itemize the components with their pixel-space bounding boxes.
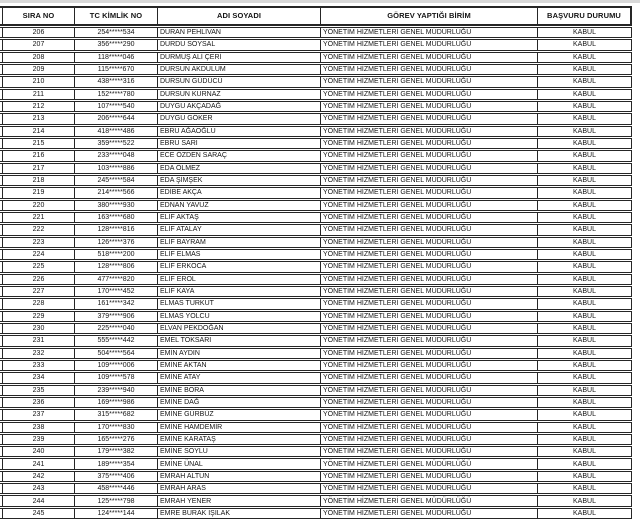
table-row bbox=[0, 113, 632, 124]
cell-basvuru-durumu: KABUL bbox=[538, 385, 632, 396]
cell-adi-soyadi: EMİNE AKTAN bbox=[158, 360, 321, 371]
cell-basvuru-durumu: KABUL bbox=[538, 27, 632, 38]
cell-sira-no: 235 bbox=[3, 385, 75, 396]
cell-basvuru-durumu: KABUL bbox=[538, 261, 632, 272]
cell-sira-no: 211 bbox=[3, 89, 75, 100]
cell-gorev-yaptigi-birim: YÖNETİM HİZMETLERİ GENEL MÜDÜRLÜĞÜ bbox=[321, 422, 538, 433]
cell-tc-kimlik-no: 170*****830 bbox=[75, 422, 158, 433]
table-row bbox=[0, 385, 632, 396]
cell-adi-soyadi: EDNAN YAVUZ bbox=[158, 200, 321, 211]
header-tc-kimlik-no: TC KİMLİK NO bbox=[75, 6, 158, 26]
cell-tc-kimlik-no: 103*****886 bbox=[75, 163, 158, 174]
cell-sira-no: 220 bbox=[3, 200, 75, 211]
cell-gorev-yaptigi-birim: YÖNETİM HİZMETLERİ GENEL MÜDÜRLÜĞÜ bbox=[321, 298, 538, 309]
cell-gorev-yaptigi-birim: YÖNETİM HİZMETLERİ GENEL MÜDÜRLÜĞÜ bbox=[321, 348, 538, 359]
table-row bbox=[0, 348, 632, 359]
table-row bbox=[0, 76, 632, 87]
cell-sira-no: 226 bbox=[3, 274, 75, 285]
cell-gorev-yaptigi-birim: YÖNETİM HİZMETLERİ GENEL MÜDÜRLÜĞÜ bbox=[321, 212, 538, 223]
cell-tc-kimlik-no: 418*****486 bbox=[75, 126, 158, 137]
cell-adi-soyadi: ELMAS TURKUT bbox=[158, 298, 321, 309]
table-row bbox=[0, 397, 632, 408]
cell-sira-no: 237 bbox=[3, 409, 75, 420]
cell-gorev-yaptigi-birim: YÖNETİM HİZMETLERİ GENEL MÜDÜRLÜĞÜ bbox=[321, 360, 538, 371]
cell-tc-kimlik-no: 518*****200 bbox=[75, 249, 158, 260]
cell-basvuru-durumu: KABUL bbox=[538, 458, 632, 469]
table-row bbox=[0, 422, 632, 433]
cell-gorev-yaptigi-birim: YÖNETİM HİZMETLERİ GENEL MÜDÜRLÜĞÜ bbox=[321, 397, 538, 408]
cell-adi-soyadi: ELMAS YOLCU bbox=[158, 311, 321, 322]
cell-gorev-yaptigi-birim: YÖNETİM HİZMETLERİ GENEL MÜDÜRLÜĞÜ bbox=[321, 335, 538, 346]
cell-adi-soyadi: EMİNE KARATAŞ bbox=[158, 434, 321, 445]
table-row bbox=[0, 64, 632, 75]
table-row bbox=[0, 311, 632, 322]
cell-tc-kimlik-no: 109*****006 bbox=[75, 360, 158, 371]
cell-gorev-yaptigi-birim: YÖNETİM HİZMETLERİ GENEL MÜDÜRLÜĞÜ bbox=[321, 175, 538, 186]
cell-basvuru-durumu: KABUL bbox=[538, 163, 632, 174]
cell-sira-no: 218 bbox=[3, 175, 75, 186]
cell-basvuru-durumu: KABUL bbox=[538, 471, 632, 482]
table-row bbox=[0, 249, 632, 260]
cell-tc-kimlik-no: 118*****046 bbox=[75, 52, 158, 63]
table-row bbox=[0, 163, 632, 174]
cell-tc-kimlik-no: 109*****578 bbox=[75, 372, 158, 383]
cell-sira-no: 228 bbox=[3, 298, 75, 309]
cell-sira-no: 212 bbox=[3, 101, 75, 112]
cell-basvuru-durumu: KABUL bbox=[538, 409, 632, 420]
table-row bbox=[0, 52, 632, 63]
cell-gorev-yaptigi-birim: YÖNETİM HİZMETLERİ GENEL MÜDÜRLÜĞÜ bbox=[321, 113, 538, 124]
cell-basvuru-durumu: KABUL bbox=[538, 495, 632, 506]
cell-tc-kimlik-no: 239*****940 bbox=[75, 385, 158, 396]
cell-sira-no: 244 bbox=[3, 495, 75, 506]
cell-tc-kimlik-no: 125*****798 bbox=[75, 495, 158, 506]
cell-tc-kimlik-no: 170*****452 bbox=[75, 286, 158, 297]
cell-tc-kimlik-no: 152*****780 bbox=[75, 89, 158, 100]
cell-tc-kimlik-no: 225*****040 bbox=[75, 323, 158, 334]
cell-adi-soyadi: DURMUŞ ALİ ÇERİ bbox=[158, 52, 321, 63]
cell-sira-no: 240 bbox=[3, 446, 75, 457]
cell-adi-soyadi: ELİF EROL bbox=[158, 274, 321, 285]
cell-tc-kimlik-no: 380*****930 bbox=[75, 200, 158, 211]
cell-gorev-yaptigi-birim: YÖNETİM HİZMETLERİ GENEL MÜDÜRLÜĞÜ bbox=[321, 471, 538, 482]
cell-sira-no: 242 bbox=[3, 471, 75, 482]
table-header-row bbox=[0, 6, 632, 26]
table-row bbox=[0, 483, 632, 494]
cell-basvuru-durumu: KABUL bbox=[538, 212, 632, 223]
cell-basvuru-durumu: KABUL bbox=[538, 175, 632, 186]
table-row bbox=[0, 409, 632, 420]
cell-gorev-yaptigi-birim: YÖNETİM HİZMETLERİ GENEL MÜDÜRLÜĞÜ bbox=[321, 224, 538, 235]
cell-adi-soyadi: EMİNE GÜRBÜZ bbox=[158, 409, 321, 420]
cell-adi-soyadi: EBRU AĞAOĞLU bbox=[158, 126, 321, 137]
cell-basvuru-durumu: KABUL bbox=[538, 39, 632, 50]
cell-adi-soyadi: EMİN AYDIN bbox=[158, 348, 321, 359]
header-adi-soyadi: ADI SOYADI bbox=[158, 6, 321, 26]
cell-basvuru-durumu: KABUL bbox=[538, 89, 632, 100]
cell-sira-no: 209 bbox=[3, 64, 75, 75]
cell-tc-kimlik-no: 233*****048 bbox=[75, 150, 158, 161]
cell-sira-no: 238 bbox=[3, 422, 75, 433]
cell-adi-soyadi: DURSUN KURNAZ bbox=[158, 89, 321, 100]
cell-adi-soyadi: DURSUN GÜDÜCÜ bbox=[158, 76, 321, 87]
cell-adi-soyadi: EMİNE ÜNAL bbox=[158, 458, 321, 469]
cell-basvuru-durumu: KABUL bbox=[538, 372, 632, 383]
cell-basvuru-durumu: KABUL bbox=[538, 150, 632, 161]
table-row bbox=[0, 237, 632, 248]
table-row bbox=[0, 200, 632, 211]
table-row bbox=[0, 126, 632, 137]
cell-basvuru-durumu: KABUL bbox=[538, 113, 632, 124]
cell-gorev-yaptigi-birim: YÖNETİM HİZMETLERİ GENEL MÜDÜRLÜĞÜ bbox=[321, 458, 538, 469]
cell-gorev-yaptigi-birim: YÖNETİM HİZMETLERİ GENEL MÜDÜRLÜĞÜ bbox=[321, 249, 538, 260]
cell-basvuru-durumu: KABUL bbox=[538, 360, 632, 371]
cell-gorev-yaptigi-birim: YÖNETİM HİZMETLERİ GENEL MÜDÜRLÜĞÜ bbox=[321, 372, 538, 383]
cell-basvuru-durumu: KABUL bbox=[538, 508, 632, 519]
cell-tc-kimlik-no: 555*****442 bbox=[75, 335, 158, 346]
cell-adi-soyadi: EMİNE BORA bbox=[158, 385, 321, 396]
cell-adi-soyadi: ELİF BAYRAM bbox=[158, 237, 321, 248]
cell-gorev-yaptigi-birim: YÖNETİM HİZMETLERİ GENEL MÜDÜRLÜĞÜ bbox=[321, 495, 538, 506]
cell-basvuru-durumu: KABUL bbox=[538, 323, 632, 334]
cell-adi-soyadi: DUYGU AKÇADAĞ bbox=[158, 101, 321, 112]
cell-tc-kimlik-no: 379*****906 bbox=[75, 311, 158, 322]
cell-gorev-yaptigi-birim: YÖNETİM HİZMETLERİ GENEL MÜDÜRLÜĞÜ bbox=[321, 126, 538, 137]
cell-sira-no: 224 bbox=[3, 249, 75, 260]
cell-adi-soyadi: EBRU SARI bbox=[158, 138, 321, 149]
cell-basvuru-durumu: KABUL bbox=[538, 348, 632, 359]
cell-sira-no: 219 bbox=[3, 187, 75, 198]
cell-sira-no: 217 bbox=[3, 163, 75, 174]
table-row bbox=[0, 39, 632, 50]
cell-sira-no: 230 bbox=[3, 323, 75, 334]
cell-sira-no: 233 bbox=[3, 360, 75, 371]
cell-adi-soyadi: ELİF ERKOCA bbox=[158, 261, 321, 272]
cell-adi-soyadi: EMİNE ATAY bbox=[158, 372, 321, 383]
cell-basvuru-durumu: KABUL bbox=[538, 224, 632, 235]
cell-sira-no: 241 bbox=[3, 458, 75, 469]
header-sira-no: SIRA NO bbox=[3, 6, 75, 26]
cell-gorev-yaptigi-birim: YÖNETİM HİZMETLERİ GENEL MÜDÜRLÜĞÜ bbox=[321, 76, 538, 87]
table-row bbox=[0, 101, 632, 112]
cell-gorev-yaptigi-birim: YÖNETİM HİZMETLERİ GENEL MÜDÜRLÜĞÜ bbox=[321, 64, 538, 75]
table-row bbox=[0, 372, 632, 383]
cell-basvuru-durumu: KABUL bbox=[538, 286, 632, 297]
cell-gorev-yaptigi-birim: YÖNETİM HİZMETLERİ GENEL MÜDÜRLÜĞÜ bbox=[321, 274, 538, 285]
cell-gorev-yaptigi-birim: YÖNETİM HİZMETLERİ GENEL MÜDÜRLÜĞÜ bbox=[321, 261, 538, 272]
cell-tc-kimlik-no: 124*****144 bbox=[75, 508, 158, 519]
cell-tc-kimlik-no: 169*****986 bbox=[75, 397, 158, 408]
cell-sira-no: 206 bbox=[3, 27, 75, 38]
table-row bbox=[0, 224, 632, 235]
cell-gorev-yaptigi-birim: YÖNETİM HİZMETLERİ GENEL MÜDÜRLÜĞÜ bbox=[321, 409, 538, 420]
table-row bbox=[0, 446, 632, 457]
cell-sira-no: 236 bbox=[3, 397, 75, 408]
cell-tc-kimlik-no: 458*****446 bbox=[75, 483, 158, 494]
cell-basvuru-durumu: KABUL bbox=[538, 200, 632, 211]
cell-tc-kimlik-no: 504*****564 bbox=[75, 348, 158, 359]
cell-gorev-yaptigi-birim: YÖNETİM HİZMETLERİ GENEL MÜDÜRLÜĞÜ bbox=[321, 286, 538, 297]
cell-adi-soyadi: EDA ÖLMEZ bbox=[158, 163, 321, 174]
cell-sira-no: 223 bbox=[3, 237, 75, 248]
cell-basvuru-durumu: KABUL bbox=[538, 422, 632, 433]
cell-tc-kimlik-no: 165*****276 bbox=[75, 434, 158, 445]
cell-tc-kimlik-no: 438*****316 bbox=[75, 76, 158, 87]
cell-gorev-yaptigi-birim: YÖNETİM HİZMETLERİ GENEL MÜDÜRLÜĞÜ bbox=[321, 200, 538, 211]
cell-tc-kimlik-no: 189*****354 bbox=[75, 458, 158, 469]
table-row bbox=[0, 335, 632, 346]
cell-basvuru-durumu: KABUL bbox=[538, 138, 632, 149]
cell-basvuru-durumu: KABUL bbox=[538, 76, 632, 87]
cell-sira-no: 210 bbox=[3, 76, 75, 87]
cell-adi-soyadi: EMRAH ARAS bbox=[158, 483, 321, 494]
table-row bbox=[0, 89, 632, 100]
cell-adi-soyadi: DURSUN AKDULUM bbox=[158, 64, 321, 75]
cell-tc-kimlik-no: 315*****682 bbox=[75, 409, 158, 420]
cell-basvuru-durumu: KABUL bbox=[538, 483, 632, 494]
cell-tc-kimlik-no: 161*****342 bbox=[75, 298, 158, 309]
cell-basvuru-durumu: KABUL bbox=[538, 101, 632, 112]
cell-adi-soyadi: EDA ŞİMŞEK bbox=[158, 175, 321, 186]
cell-sira-no: 216 bbox=[3, 150, 75, 161]
cell-sira-no: 231 bbox=[3, 335, 75, 346]
cell-basvuru-durumu: KABUL bbox=[538, 274, 632, 285]
cell-basvuru-durumu: KABUL bbox=[538, 249, 632, 260]
cell-gorev-yaptigi-birim: YÖNETİM HİZMETLERİ GENEL MÜDÜRLÜĞÜ bbox=[321, 39, 538, 50]
cell-basvuru-durumu: KABUL bbox=[538, 434, 632, 445]
cell-sira-no: 245 bbox=[3, 508, 75, 519]
cell-gorev-yaptigi-birim: YÖNETİM HİZMETLERİ GENEL MÜDÜRLÜĞÜ bbox=[321, 237, 538, 248]
cell-gorev-yaptigi-birim: YÖNETİM HİZMETLERİ GENEL MÜDÜRLÜĞÜ bbox=[321, 385, 538, 396]
cell-sira-no: 239 bbox=[3, 434, 75, 445]
table-row bbox=[0, 471, 632, 482]
cell-adi-soyadi: EMEL TOKSARI bbox=[158, 335, 321, 346]
table-row bbox=[0, 27, 632, 38]
cell-tc-kimlik-no: 163*****680 bbox=[75, 212, 158, 223]
cell-adi-soyadi: EMRAH ALTUN bbox=[158, 471, 321, 482]
cell-gorev-yaptigi-birim: YÖNETİM HİZMETLERİ GENEL MÜDÜRLÜĞÜ bbox=[321, 323, 538, 334]
cell-basvuru-durumu: KABUL bbox=[538, 64, 632, 75]
top-gray-band bbox=[0, 0, 640, 3]
cell-sira-no: 214 bbox=[3, 126, 75, 137]
cell-adi-soyadi: EDİBE AKÇA bbox=[158, 187, 321, 198]
cell-gorev-yaptigi-birim: YÖNETİM HİZMETLERİ GENEL MÜDÜRLÜĞÜ bbox=[321, 434, 538, 445]
cell-sira-no: 232 bbox=[3, 348, 75, 359]
table-row bbox=[0, 458, 632, 469]
cell-adi-soyadi: EMRAH YENER bbox=[158, 495, 321, 506]
cell-basvuru-durumu: KABUL bbox=[538, 237, 632, 248]
cell-tc-kimlik-no: 477*****820 bbox=[75, 274, 158, 285]
cell-sira-no: 215 bbox=[3, 138, 75, 149]
cell-sira-no: 229 bbox=[3, 311, 75, 322]
cell-sira-no: 227 bbox=[3, 286, 75, 297]
cell-tc-kimlik-no: 115*****670 bbox=[75, 64, 158, 75]
cell-adi-soyadi: ELVAN PEKDOĞAN bbox=[158, 323, 321, 334]
header-gorev-yaptigi-birim: GÖREV YAPTIĞI BİRİM bbox=[321, 6, 538, 26]
cell-adi-soyadi: ELİF ATALAY bbox=[158, 224, 321, 235]
cell-tc-kimlik-no: 128*****816 bbox=[75, 224, 158, 235]
cell-sira-no: 222 bbox=[3, 224, 75, 235]
cell-gorev-yaptigi-birim: YÖNETİM HİZMETLERİ GENEL MÜDÜRLÜĞÜ bbox=[321, 446, 538, 457]
cell-basvuru-durumu: KABUL bbox=[538, 52, 632, 63]
cell-adi-soyadi: ECE ÖZDEN SARAÇ bbox=[158, 150, 321, 161]
cell-gorev-yaptigi-birim: YÖNETİM HİZMETLERİ GENEL MÜDÜRLÜĞÜ bbox=[321, 187, 538, 198]
cell-tc-kimlik-no: 107*****540 bbox=[75, 101, 158, 112]
cell-gorev-yaptigi-birim: YÖNETİM HİZMETLERİ GENEL MÜDÜRLÜĞÜ bbox=[321, 101, 538, 112]
cell-basvuru-durumu: KABUL bbox=[538, 126, 632, 137]
cell-basvuru-durumu: KABUL bbox=[538, 446, 632, 457]
cell-gorev-yaptigi-birim: YÖNETİM HİZMETLERİ GENEL MÜDÜRLÜĞÜ bbox=[321, 150, 538, 161]
cell-sira-no: 213 bbox=[3, 113, 75, 124]
cell-adi-soyadi: DURAN PEHLİVAN bbox=[158, 27, 321, 38]
cell-adi-soyadi: DUYGU GÖKER bbox=[158, 113, 321, 124]
cell-tc-kimlik-no: 126*****376 bbox=[75, 237, 158, 248]
cell-tc-kimlik-no: 214*****566 bbox=[75, 187, 158, 198]
cell-tc-kimlik-no: 375*****406 bbox=[75, 471, 158, 482]
cell-gorev-yaptigi-birim: YÖNETİM HİZMETLERİ GENEL MÜDÜRLÜĞÜ bbox=[321, 27, 538, 38]
cell-adi-soyadi: ELİF AKTAŞ bbox=[158, 212, 321, 223]
table-row bbox=[0, 212, 632, 223]
cell-gorev-yaptigi-birim: YÖNETİM HİZMETLERİ GENEL MÜDÜRLÜĞÜ bbox=[321, 508, 538, 519]
cell-sira-no: 225 bbox=[3, 261, 75, 272]
table-row bbox=[0, 298, 632, 309]
cell-gorev-yaptigi-birim: YÖNETİM HİZMETLERİ GENEL MÜDÜRLÜĞÜ bbox=[321, 89, 538, 100]
cell-adi-soyadi: EMİNE SOYLU bbox=[158, 446, 321, 457]
cell-tc-kimlik-no: 128*****806 bbox=[75, 261, 158, 272]
table-row bbox=[0, 261, 632, 272]
table-row bbox=[0, 495, 632, 506]
cell-sira-no: 234 bbox=[3, 372, 75, 383]
table-row bbox=[0, 323, 632, 334]
cell-gorev-yaptigi-birim: YÖNETİM HİZMETLERİ GENEL MÜDÜRLÜĞÜ bbox=[321, 52, 538, 63]
cell-basvuru-durumu: KABUL bbox=[538, 187, 632, 198]
cell-gorev-yaptigi-birim: YÖNETİM HİZMETLERİ GENEL MÜDÜRLÜĞÜ bbox=[321, 163, 538, 174]
cell-tc-kimlik-no: 245*****584 bbox=[75, 175, 158, 186]
cell-gorev-yaptigi-birim: YÖNETİM HİZMETLERİ GENEL MÜDÜRLÜĞÜ bbox=[321, 483, 538, 494]
applications-table bbox=[0, 6, 632, 519]
table-row bbox=[0, 360, 632, 371]
cell-basvuru-durumu: KABUL bbox=[538, 311, 632, 322]
cell-sira-no: 221 bbox=[3, 212, 75, 223]
cell-tc-kimlik-no: 206*****644 bbox=[75, 113, 158, 124]
table-row bbox=[0, 274, 632, 285]
table-row bbox=[0, 150, 632, 161]
cell-sira-no: 243 bbox=[3, 483, 75, 494]
cell-gorev-yaptigi-birim: YÖNETİM HİZMETLERİ GENEL MÜDÜRLÜĞÜ bbox=[321, 138, 538, 149]
cell-adi-soyadi: DURDU SOYSAL bbox=[158, 39, 321, 50]
table-row bbox=[0, 187, 632, 198]
cell-tc-kimlik-no: 359*****522 bbox=[75, 138, 158, 149]
table-row bbox=[0, 286, 632, 297]
cell-sira-no: 208 bbox=[3, 52, 75, 63]
cell-tc-kimlik-no: 179*****382 bbox=[75, 446, 158, 457]
cell-tc-kimlik-no: 254*****534 bbox=[75, 27, 158, 38]
cell-sira-no: 207 bbox=[3, 39, 75, 50]
cell-adi-soyadi: EMRE BURAK IŞILAK bbox=[158, 508, 321, 519]
table-row bbox=[0, 175, 632, 186]
table-row bbox=[0, 138, 632, 149]
table-row bbox=[0, 508, 632, 519]
cell-adi-soyadi: EMİNE HAMDEMİR bbox=[158, 422, 321, 433]
cell-gorev-yaptigi-birim: YÖNETİM HİZMETLERİ GENEL MÜDÜRLÜĞÜ bbox=[321, 311, 538, 322]
cell-basvuru-durumu: KABUL bbox=[538, 335, 632, 346]
table-row bbox=[0, 434, 632, 445]
cell-basvuru-durumu: KABUL bbox=[538, 298, 632, 309]
cell-adi-soyadi: ELİF KAYA bbox=[158, 286, 321, 297]
cell-adi-soyadi: ELİF ELMAS bbox=[158, 249, 321, 260]
cell-basvuru-durumu: KABUL bbox=[538, 397, 632, 408]
cell-adi-soyadi: EMİNE DAĞ bbox=[158, 397, 321, 408]
header-basvuru-durumu: BAŞVURU DURUMU bbox=[538, 6, 632, 26]
cell-tc-kimlik-no: 356*****290 bbox=[75, 39, 158, 50]
